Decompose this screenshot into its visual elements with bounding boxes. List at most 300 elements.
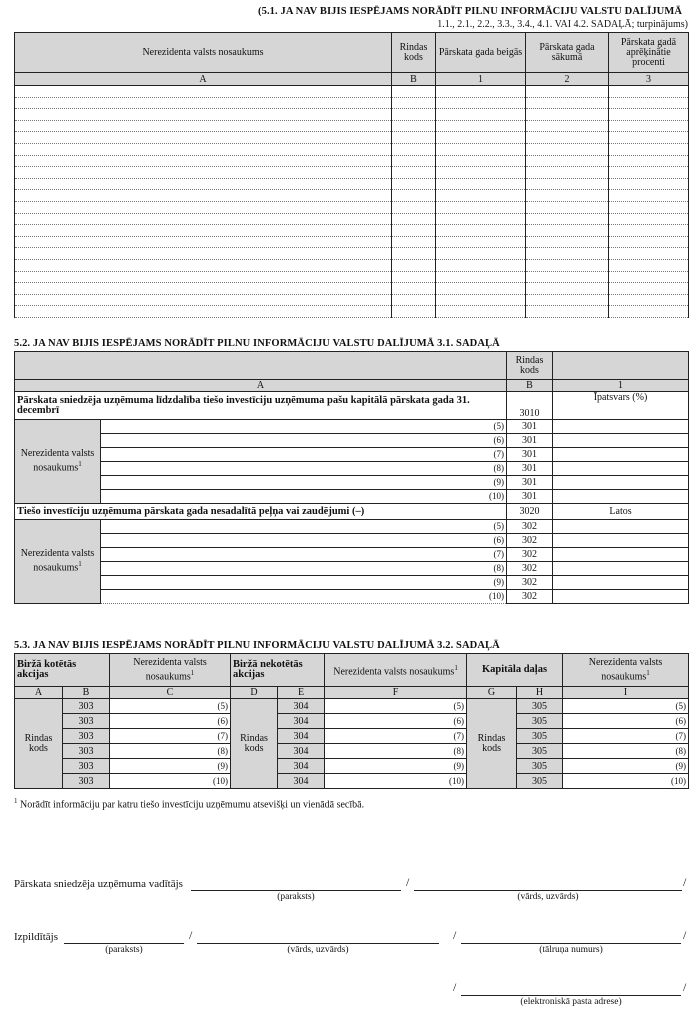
input-cell[interactable] (392, 143, 436, 155)
row-number: (10) (213, 775, 229, 786)
block1-footnote-mark: 1 (78, 460, 82, 469)
input-cell[interactable] (15, 167, 392, 179)
input-cell[interactable] (436, 213, 526, 225)
letter-1: 1 (436, 73, 526, 86)
input-cell[interactable] (436, 132, 526, 144)
input-cell[interactable] (15, 120, 392, 132)
block2-row (15, 520, 689, 534)
input-cell[interactable] (526, 271, 609, 283)
row-code: 304 (278, 729, 325, 744)
block2-country-input[interactable] (101, 562, 507, 576)
rindas-kods-label: Rindas kods (231, 699, 278, 789)
row-number: (10) (449, 775, 465, 786)
input-cell[interactable] (526, 97, 609, 109)
group2-footnote-mark: 1 (454, 663, 458, 672)
block1-value-input[interactable] (553, 462, 689, 476)
country-input[interactable] (563, 729, 689, 744)
rindas-kods-label: Rindas kods (467, 699, 517, 789)
input-cell[interactable] (609, 271, 689, 283)
table-row (15, 225, 689, 237)
table-row (15, 774, 689, 789)
block1-value-input[interactable] (553, 476, 689, 490)
country-input[interactable] (110, 699, 231, 714)
input-cell[interactable] (609, 248, 689, 260)
letter-3: 3 (609, 73, 689, 86)
input-cell[interactable] (609, 283, 689, 295)
row-code: 305 (517, 714, 563, 729)
row-code: 303 (63, 759, 110, 774)
input-cell[interactable] (392, 109, 436, 121)
head-paraksts-caption: (paraksts) (277, 892, 315, 902)
table-row (15, 306, 689, 318)
column-letter: C (110, 687, 231, 699)
input-cell[interactable] (609, 86, 689, 98)
input-cell[interactable] (436, 225, 526, 237)
input-cell[interactable] (392, 271, 436, 283)
row-code: 304 (278, 759, 325, 774)
exec-signature-line[interactable] (64, 943, 184, 944)
input-cell[interactable] (15, 109, 392, 121)
input-cell[interactable] (436, 155, 526, 167)
slash: / (406, 875, 410, 889)
group1-country-text: Nerezidenta valsts nosaukums (133, 656, 207, 683)
input-cell[interactable] (436, 109, 526, 121)
input-cell[interactable] (15, 236, 392, 248)
input-cell[interactable] (609, 143, 689, 155)
block2-country-input[interactable] (101, 520, 507, 534)
block2-footnote-mark: 1 (78, 560, 82, 569)
table-row (15, 97, 689, 109)
block1-row-code: 301 (507, 462, 553, 476)
input-cell[interactable] (15, 143, 392, 155)
input-cell[interactable] (609, 167, 689, 179)
block1-country-input[interactable] (101, 448, 507, 462)
input-cell[interactable] (526, 86, 609, 98)
input-cell[interactable] (392, 213, 436, 225)
block1-country-label (15, 420, 101, 504)
input-cell[interactable] (15, 86, 392, 98)
input-cell[interactable] (609, 306, 689, 318)
input-cell[interactable] (392, 120, 436, 132)
block1-country-input[interactable] (101, 462, 507, 476)
row-number: (5) (493, 421, 504, 431)
table-row (15, 236, 689, 248)
input-cell[interactable] (392, 259, 436, 271)
block1-value-input[interactable] (553, 434, 689, 448)
block2-code: 3020 (507, 504, 553, 520)
block1-country-text: Nerezidenta valsts nosaukums (20, 448, 95, 474)
block2-row (15, 548, 689, 562)
input-cell[interactable] (15, 178, 392, 190)
block1-value-input[interactable] (553, 490, 689, 504)
block2-title: Tiešo investīciju uzņēmuma pārskata gada nesadalītā peļņa vai zaudējumi (–) (15, 504, 507, 520)
row-number: (9) (217, 760, 229, 771)
block2-value-input[interactable] (553, 590, 689, 604)
row-number: (7) (453, 730, 465, 741)
input-cell[interactable] (526, 167, 609, 179)
row-number: (5) (675, 700, 687, 711)
table-row (15, 744, 689, 759)
block1-row-code: 301 (507, 434, 553, 448)
table-row (15, 283, 689, 295)
letters-row-5-3 (15, 687, 689, 699)
input-cell[interactable] (392, 306, 436, 318)
input-cell[interactable] (436, 259, 526, 271)
slash: / (453, 980, 457, 994)
input-cell[interactable] (526, 294, 609, 306)
block2-country-input[interactable] (101, 534, 507, 548)
input-cell[interactable] (609, 132, 689, 144)
block1-row (15, 476, 689, 490)
input-cell[interactable] (609, 190, 689, 202)
input-cell[interactable] (526, 283, 609, 295)
row-code: 303 (63, 699, 110, 714)
block2-row-code: 302 (507, 534, 553, 548)
row-code: 305 (517, 759, 563, 774)
block1-row (15, 434, 689, 448)
row-code: 305 (517, 729, 563, 744)
input-cell[interactable] (609, 294, 689, 306)
row-number: (7) (675, 730, 687, 741)
column-letter: G (467, 687, 517, 699)
row-number: (9) (453, 760, 465, 771)
row-code: 304 (278, 744, 325, 759)
head-vards-caption: (vārds, uzvārds) (517, 892, 579, 902)
input-cell[interactable] (526, 190, 609, 202)
row-number: (7) (493, 549, 504, 559)
input-cell[interactable] (392, 225, 436, 237)
group1-title: Biržā kotētās akcijas (15, 654, 110, 687)
block1-country-input[interactable] (101, 490, 507, 504)
exec-phone-line[interactable] (461, 943, 681, 944)
row-number: (8) (493, 463, 504, 473)
country-input[interactable] (563, 759, 689, 774)
input-cell[interactable] (15, 201, 392, 213)
input-cell[interactable] (436, 236, 526, 248)
head-signature-line[interactable] (191, 890, 401, 891)
block2-value-input[interactable] (553, 548, 689, 562)
block2-row-code: 302 (507, 576, 553, 590)
col-header-interest: Pārskata gadā aprēķinātie procenti (609, 33, 689, 73)
block1-row-code: 301 (507, 476, 553, 490)
input-cell[interactable] (436, 167, 526, 179)
input-cell[interactable] (609, 120, 689, 132)
input-cell[interactable] (15, 259, 392, 271)
input-cell[interactable] (392, 190, 436, 202)
row-code: 304 (278, 774, 325, 789)
block2-unit: Latos (553, 504, 689, 520)
row-number: (8) (217, 745, 229, 756)
input-cell[interactable] (392, 294, 436, 306)
input-cell[interactable] (392, 97, 436, 109)
row-number: (7) (217, 730, 229, 741)
slash: / (683, 980, 687, 994)
input-cell[interactable] (392, 132, 436, 144)
input-cell[interactable] (15, 97, 392, 109)
input-cell[interactable] (392, 155, 436, 167)
exec-email-line[interactable] (461, 995, 681, 996)
footnote (14, 797, 364, 810)
input-cell[interactable] (526, 201, 609, 213)
row-number: (5) (217, 700, 229, 711)
section-5-2-title: 5.2. JA NAV BIJIS IESPĒJAMS NORĀDĪT PILNU INFORMĀCIJU VALSTU DALĪJUMĀ 3.1. SADAĻĀ (14, 338, 500, 349)
block1-code: 3010 (507, 392, 553, 420)
country-input[interactable] (110, 774, 231, 789)
table-row (15, 201, 689, 213)
block2-country-input[interactable] (101, 548, 507, 562)
group1-country-col (110, 654, 231, 687)
input-cell[interactable] (526, 259, 609, 271)
input-cell[interactable] (526, 213, 609, 225)
group3-country-col (563, 654, 689, 687)
input-cell[interactable] (436, 248, 526, 260)
table-5-1-body (15, 86, 689, 318)
country-input[interactable] (110, 729, 231, 744)
input-cell[interactable] (436, 143, 526, 155)
input-cell[interactable] (392, 283, 436, 295)
table-row (15, 155, 689, 167)
col-header-start: Pārskata gada sākumā (526, 33, 609, 73)
block2-row-code: 302 (507, 548, 553, 562)
blank-header (15, 352, 507, 380)
block1-value-input[interactable] (553, 448, 689, 462)
row-number: (8) (453, 745, 465, 756)
row-number: (6) (453, 715, 465, 726)
input-cell[interactable] (609, 97, 689, 109)
slash: / (683, 928, 687, 942)
input-cell[interactable] (436, 178, 526, 190)
block2-row-code: 302 (507, 590, 553, 604)
input-cell[interactable] (15, 248, 392, 260)
exec-label: Izpildītājs (14, 931, 58, 943)
letter-a: A (15, 73, 392, 86)
input-cell[interactable] (15, 213, 392, 225)
input-cell[interactable] (392, 86, 436, 98)
country-input[interactable] (563, 699, 689, 714)
block2-value-input[interactable] (553, 576, 689, 590)
slash: / (189, 928, 193, 942)
col-header-end: Pārskata gada beigās (436, 33, 526, 73)
country-input[interactable] (325, 699, 467, 714)
input-cell[interactable] (609, 201, 689, 213)
letter-b-5-2: B (507, 380, 553, 392)
input-cell[interactable] (609, 236, 689, 248)
block2-rows (15, 520, 689, 604)
block2-row-code: 302 (507, 520, 553, 534)
letter-1-5-2: 1 (553, 380, 689, 392)
input-cell[interactable] (526, 225, 609, 237)
table-5-2 (14, 351, 689, 604)
row-number: (7) (493, 449, 504, 459)
block1-row (15, 462, 689, 476)
row-number: (6) (675, 715, 687, 726)
table-row (15, 132, 689, 144)
country-input[interactable] (325, 744, 467, 759)
head-name-line[interactable] (414, 890, 682, 891)
input-cell[interactable] (436, 120, 526, 132)
col-header-rindas-5-2: Rindas kods (507, 352, 553, 380)
table-row (15, 759, 689, 774)
footnote-mark: 1 (14, 797, 18, 805)
table-row (15, 294, 689, 306)
block2-value-input[interactable] (553, 562, 689, 576)
country-input[interactable] (563, 774, 689, 789)
letter-2: 2 (526, 73, 609, 86)
input-cell[interactable] (436, 283, 526, 295)
row-code: 305 (517, 774, 563, 789)
input-cell[interactable] (392, 236, 436, 248)
row-number: (8) (493, 563, 504, 573)
table-5-1 (14, 32, 689, 318)
block2-country-input[interactable] (101, 576, 507, 590)
slash: / (453, 928, 457, 942)
letter-a-5-2: A (15, 380, 507, 392)
block2-row (15, 576, 689, 590)
row-number: (5) (453, 700, 465, 711)
input-cell[interactable] (526, 120, 609, 132)
country-input[interactable] (563, 714, 689, 729)
rindas-kods-label: Rindas kods (15, 699, 63, 789)
exec-name-line[interactable] (197, 943, 439, 944)
block2-value-input[interactable] (553, 520, 689, 534)
input-cell[interactable] (15, 283, 392, 295)
row-number: (10) (671, 775, 687, 786)
row-number: (9) (493, 477, 504, 487)
country-input[interactable] (110, 759, 231, 774)
block1-value-input[interactable] (553, 420, 689, 434)
block2-country-input[interactable] (101, 590, 507, 604)
row-code: 303 (63, 729, 110, 744)
input-cell[interactable] (15, 225, 392, 237)
table-row (15, 259, 689, 271)
block2-value-input[interactable] (553, 534, 689, 548)
input-cell[interactable] (436, 294, 526, 306)
row-number: (6) (493, 435, 504, 445)
block1-country-input[interactable] (101, 434, 507, 448)
block2-row-code: 302 (507, 562, 553, 576)
column-letter: E (278, 687, 325, 699)
table-row (15, 248, 689, 260)
block1-row-code: 301 (507, 420, 553, 434)
column-letter: D (231, 687, 278, 699)
input-cell[interactable] (15, 155, 392, 167)
input-cell[interactable] (436, 201, 526, 213)
row-code: 304 (278, 699, 325, 714)
row-number: (9) (675, 760, 687, 771)
row-code: 305 (517, 744, 563, 759)
input-cell[interactable] (436, 271, 526, 283)
input-cell[interactable] (526, 143, 609, 155)
group3-country-text: Nerezidenta valsts nosaukums (588, 656, 663, 683)
input-cell[interactable] (392, 201, 436, 213)
input-cell[interactable] (526, 236, 609, 248)
row-number: (10) (489, 591, 504, 601)
input-cell[interactable] (609, 259, 689, 271)
block1-row (15, 490, 689, 504)
input-cell[interactable] (526, 132, 609, 144)
input-cell[interactable] (15, 294, 392, 306)
column-letter: A (15, 687, 63, 699)
table-row (15, 178, 689, 190)
country-input[interactable] (110, 744, 231, 759)
column-letter: F (325, 687, 467, 699)
block1-country-input[interactable] (101, 476, 507, 490)
input-cell[interactable] (526, 109, 609, 121)
row-code: 303 (63, 714, 110, 729)
table-row (15, 714, 689, 729)
table-row (15, 213, 689, 225)
country-input[interactable] (325, 774, 467, 789)
input-cell[interactable] (392, 248, 436, 260)
table-row (15, 109, 689, 121)
input-cell[interactable] (436, 306, 526, 318)
input-cell[interactable] (436, 97, 526, 109)
group1-footnote-mark: 1 (190, 668, 195, 677)
input-cell[interactable] (609, 213, 689, 225)
table-row (15, 699, 689, 714)
row-code: 303 (63, 774, 110, 789)
input-cell[interactable] (15, 271, 392, 283)
country-input[interactable] (563, 744, 689, 759)
block1-row-code: 301 (507, 448, 553, 462)
table-row (15, 143, 689, 155)
country-input[interactable] (325, 714, 467, 729)
block1-unit: Īpatsvars (%) (553, 392, 689, 420)
input-cell[interactable] (609, 155, 689, 167)
column-letter: B (63, 687, 110, 699)
input-cell[interactable] (392, 178, 436, 190)
group2-title: Biržā nekotētās akcijas (231, 654, 325, 687)
row-number: (6) (493, 535, 504, 545)
row-number: (10) (489, 491, 504, 501)
table-5-3-body (15, 699, 689, 789)
table-row (15, 167, 689, 179)
block1-country-input[interactable] (101, 420, 507, 434)
table-row (15, 271, 689, 283)
block2-row (15, 590, 689, 604)
input-cell[interactable] (526, 306, 609, 318)
input-cell[interactable] (526, 248, 609, 260)
input-cell[interactable] (526, 178, 609, 190)
input-cell[interactable] (609, 109, 689, 121)
column-letter: H (517, 687, 563, 699)
block2-row (15, 562, 689, 576)
input-cell[interactable] (436, 86, 526, 98)
input-cell[interactable] (436, 190, 526, 202)
input-cell[interactable] (392, 167, 436, 179)
block1-title: Pārskata sniedzēja uzņēmuma līdzdalība tiešo investīciju uzņēmuma pašu kapitālā pārskata gada 31. decembrī (15, 392, 507, 420)
column-letter: I (563, 687, 689, 699)
input-cell[interactable] (15, 132, 392, 144)
country-input[interactable] (325, 729, 467, 744)
row-code: 303 (63, 744, 110, 759)
row-code: 305 (517, 699, 563, 714)
block1-row (15, 420, 689, 434)
country-input[interactable] (110, 714, 231, 729)
input-cell[interactable] (526, 155, 609, 167)
input-cell[interactable] (609, 178, 689, 190)
block2-row (15, 534, 689, 548)
exec-vards-caption: (vārds, uzvārds) (287, 945, 349, 955)
section-5-3-title: 5.3. JA NAV BIJIS IESPĒJAMS NORĀDĪT PILNU INFORMĀCIJU VALSTU DALĪJUMĀ 3.2. SADAĻĀ (14, 640, 500, 651)
blank-header-value (553, 352, 689, 380)
group2-country-text: Nerezidenta valsts nosaukums (333, 666, 455, 678)
section-header-line2: 1.1., 2.1., 2.2., 3.3., 3.4., 4.1. VAI 4.2. SADAĻĀ; turpinājums) (437, 19, 688, 30)
input-cell[interactable] (609, 225, 689, 237)
input-cell[interactable] (15, 190, 392, 202)
country-input[interactable] (325, 759, 467, 774)
input-cell[interactable] (15, 306, 392, 318)
